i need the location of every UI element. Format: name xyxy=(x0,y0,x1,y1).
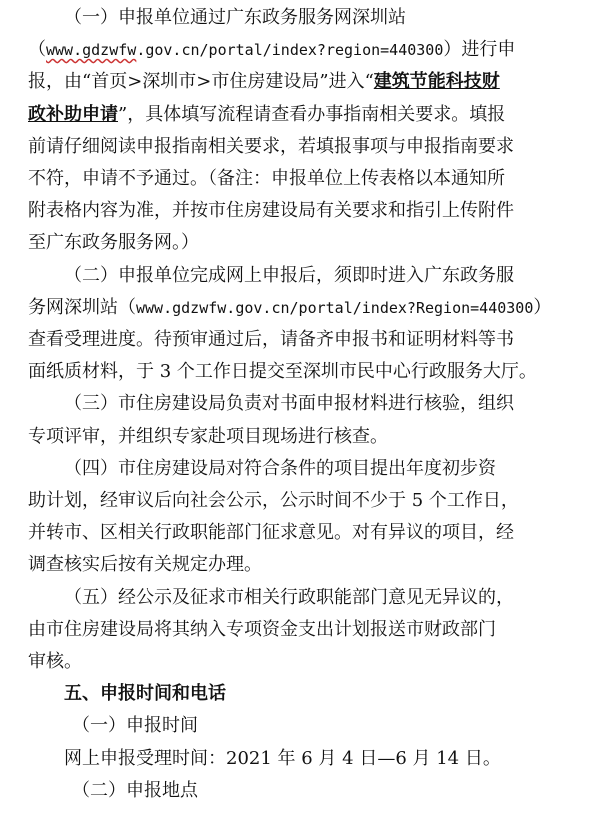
bold-menu-entry-cont: 政补助申请 xyxy=(28,103,118,125)
text-line: （一）申报单位通过广东政务服务网深圳站 xyxy=(64,7,406,28)
paragraph-funding-plan: （四）市住房建设局对符合条件的项目提出年度初步资 助计划，经审议后向社会公示，公示时间不少于 5 个工作日， 并转市、区相关行政职能部门征求意见。对有异议的项目，经 调查核实后按有关规定办理。 xyxy=(28,457,519,576)
bold-menu-entry: 建筑节能科技财 xyxy=(373,71,500,93)
paragraph-track-progress: （二）申报单位完成网上申报后，须即时进入广东政务服 务网深圳站（www.gdzwfw.gov.cn/portal/index?Region=440300） 查看受理进度。待预审通过后，请备齐申报书和证明材料等书 面纸质材料，于 3 个工作日提交至深圳市民中心行政服务大厅。 xyxy=(28,264,552,383)
subsection-title-time: （一）申报时间 xyxy=(72,715,198,737)
url-link[interactable]: www.gdzwfw xyxy=(46,41,137,60)
subsection-title-location: （二）申报地点 xyxy=(72,779,198,801)
paragraph-budget-submission: （五）经公示及征求市相关行政职能部门意见无异议的， 由市住房建设局将其纳入专项资金支出计划报送市财政部门 审核。 xyxy=(28,586,514,673)
application-period-text: 网上申报受理时间：2021 年 6 月 4 日—6 月 14 日。 xyxy=(64,747,501,769)
paragraph-online-application: （一）申报单位通过广东政务服务网深圳站 （www.gdzwfw.gov.cn/portal/index?region=440300）进行申 报，由“首页>深圳市>市住房建设局”进入“建筑节能科技财 政补助申请”，具体填写流程请查看办事指南相关要求。填报 前请仔细阅读申报指南相关要求，若填报事项与申报指南要求 不符，申请不予通过。（备注：申报单位上传表格以本通知所 附表格内容为准，并按市住房建设局有关要求和指引上传附件 至广东政务服务网。） xyxy=(28,7,516,254)
paragraph-verification: （三）市住房建设局负责对书面申报材料进行核验，组织 专项评审，并组织专家赴项目现场进行核查。 xyxy=(28,393,514,447)
section-heading: 五、申报时间和电话 xyxy=(64,683,226,705)
url-link-rest[interactable]: .gov.cn/portal/index?region=440300 xyxy=(136,41,444,60)
url-link-2[interactable]: www.gdzwfw.gov.cn/portal/index?Region=440300 xyxy=(136,298,534,317)
